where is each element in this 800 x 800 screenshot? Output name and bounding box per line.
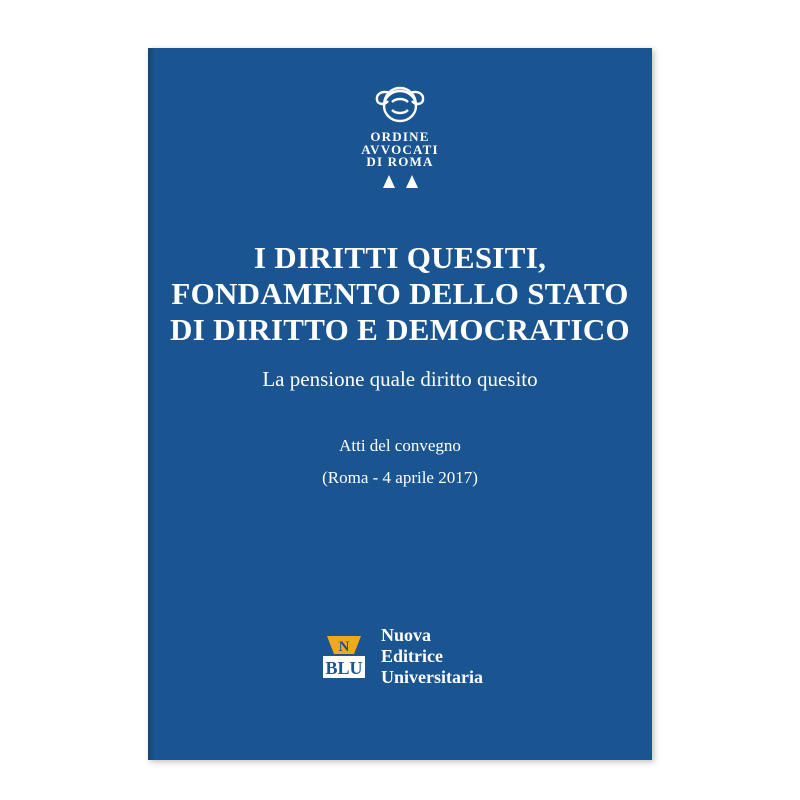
publisher-name xyxy=(381,625,483,688)
book-cover xyxy=(148,48,652,760)
proceedings-line-2: (Roma - 4 aprile 2017) xyxy=(322,468,478,487)
publisher-line-2: Editrice xyxy=(381,646,443,666)
emblem-line-3: DI ROMA xyxy=(366,154,434,169)
title-line-2: FONDAMENTO DELLO STATO xyxy=(171,276,629,311)
bar-association-knot-icon xyxy=(369,84,431,126)
ordine-avvocati-emblem xyxy=(148,84,652,188)
svg-text:BLU: BLU xyxy=(325,657,363,678)
proceedings-info xyxy=(148,430,652,494)
emblem-text xyxy=(361,131,438,169)
title-block xyxy=(170,240,630,392)
title-line-3: DI DIRITTO E DEMOCRATICO xyxy=(170,312,630,347)
emblem-line-1: ORDINE xyxy=(370,129,430,144)
page-title xyxy=(170,240,630,348)
blu-publisher-logo-icon xyxy=(317,632,371,682)
publisher-line-3: Universitaria xyxy=(381,667,483,687)
emblem-columns-icon xyxy=(383,175,418,188)
title-line-1: I DIRITTI QUESITI, xyxy=(253,240,547,275)
publisher-line-1: Nuova xyxy=(381,625,432,645)
publisher-logo xyxy=(148,625,652,688)
emblem-line-2: AVVOCATI xyxy=(361,141,439,157)
subtitle: La pensione quale diritto quesito xyxy=(262,367,538,391)
proceedings-line-1: Atti del convegno xyxy=(339,436,461,455)
svg-text:N: N xyxy=(338,638,350,655)
